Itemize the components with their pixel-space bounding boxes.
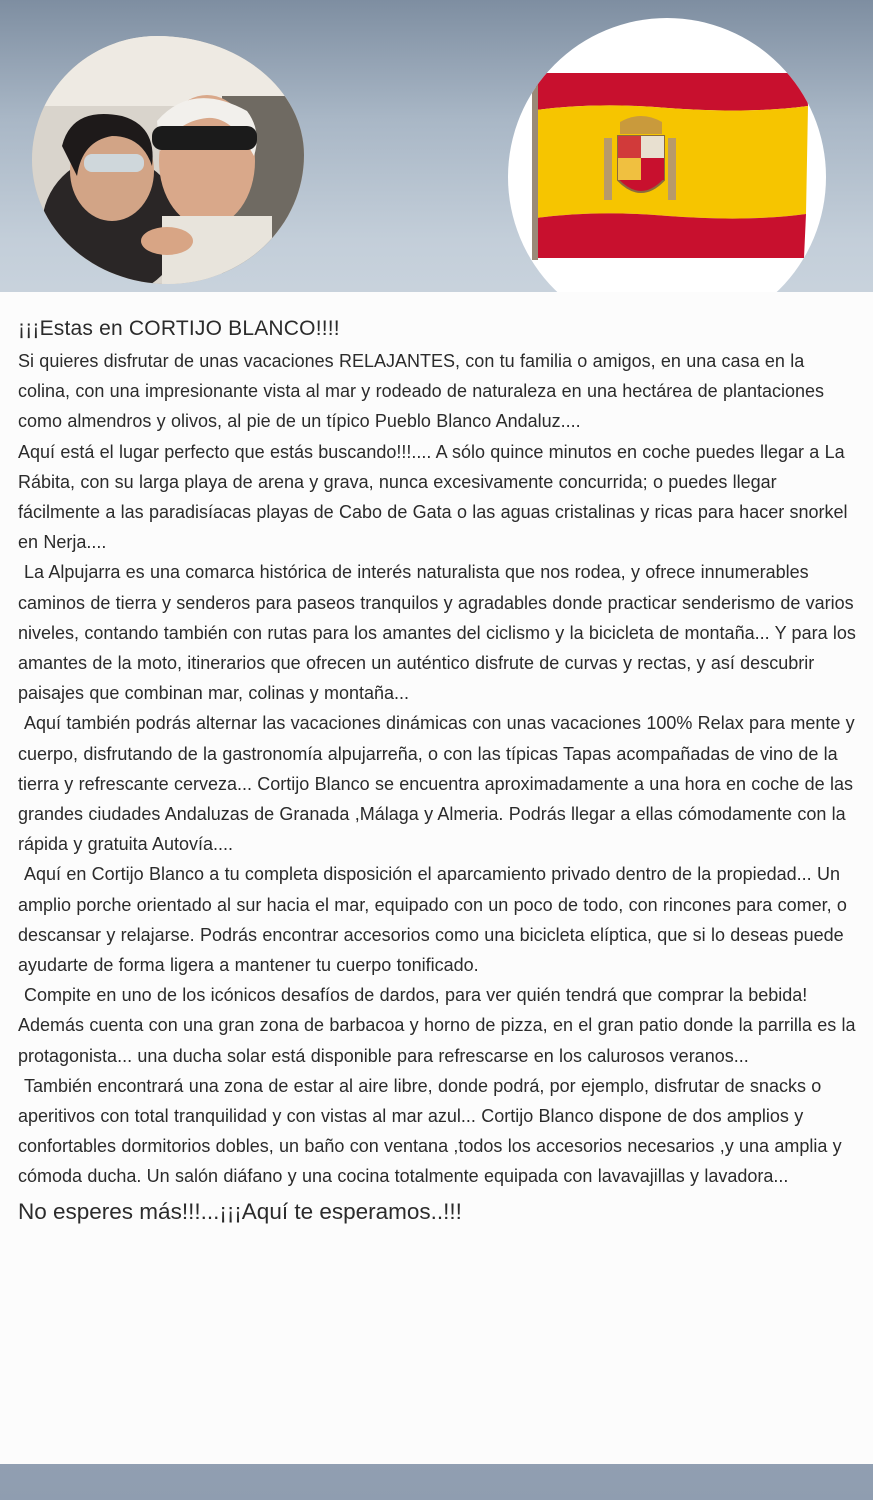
spain-flag-icon (508, 18, 826, 336)
flag-badge (508, 18, 826, 336)
paragraph-location: Aquí está el lugar perfecto que estás buscando!!!.... A sólo quince minutos en coche puedes llegar a La Rábita, con su larga playa de arena y grava, nunca excesivamente concurrida; o puedes llegar fácilmente a las paradisíacas playas de Cabo de Gata o las aguas cristalinas y ricas para hacer snorkel en Nerja.... (18, 441, 848, 553)
description-panel (0, 292, 873, 1464)
page-title: ¡¡¡Estas en CORTIJO BLANCO!!!! (18, 317, 340, 340)
paragraph-property: Aquí en Cortijo Blanco a tu completa disposición el aparcamiento privado dentro de la propiedad... Un amplio porche orientado al sur hacia el mar, equipado con un poco de todo, con rincones para comer, o descansar y relajarse. Podrás encontrar accesorios como una bicicleta elíptica, que si lo deseas puede ayudarte de forma ligera a mantener tu cuerpo tonificado. (18, 864, 847, 976)
paragraph-alpujarra: La Alpujarra es una comarca histórica de interés naturalista que nos rodea, y ofrece innumerables caminos de tierra y senderos para paseos tranquilos y agradables donde practicar senderismo de varios niveles, contando también con rutas para los amantes del ciclismo y la bicicleta de montaña... Y para los amantes de la moto, itinerarios que ofrecen un auténtico disfrute de curvas y rectas, y así descubrir paisajes que combinan mar, colinas y montaña... (18, 562, 856, 704)
paragraph-relax: Aquí también podrás alternar las vacaciones dinámicas con unas vacaciones 100% Relax para mente y cuerpo, disfrutando de la gastronomía alpujarreña, o con las típicas Tapas acompañadas de vino de la tierra y refrescante cerveza... Cortijo Blanco se encuentra aproximadamente a una hora en coche de las grandes ciudades Andaluzas de Granada ,Málaga y Almeria. Podrás llegar a ellas cómodamente con la rápida y gratuita Autovía.... (18, 713, 855, 855)
paragraph-activities: Compite en uno de los icónicos desafíos de dardos, para ver quién tendrá que comprar la bebida! Además cuenta con una gran zona de barbacoa y horno de pizza, en el gran patio donde la parrilla es la protagonista... una ducha solar está disponible para refrescarse en los calurosos veranos... (18, 985, 856, 1066)
paragraph-intro: Si quieres disfrutar de unas vacaciones RELAJANTES, con tu familia o amigos, en una casa en la colina, con una impresionante vista al mar y rodeado de naturaleza en una hectárea de plantaciones como almendros y olivos, al pie de un típico Pueblo Blanco Andaluz.... (18, 351, 825, 432)
couple-photo (32, 36, 304, 284)
closing-line: No esperes más!!!...¡¡¡Aquí te esperamos..!!! (18, 1198, 462, 1224)
paragraph-rooms: También encontrará una zona de estar al aire libre, donde podrá, por ejemplo, disfrutar de snacks o aperitivos con total tranquilidad y con vistas al mar azul... Cortijo Blanco dispone de dos amplios y confortables dormitorios dobles, un baño con ventana ,todos los accesorios necesarios ,y una amplia y cómoda ducha. Un salón diáfano y una cocina totalmente equipada con lavavajillas y lavadora... (18, 1075, 842, 1187)
couple-photo-image (32, 36, 304, 284)
